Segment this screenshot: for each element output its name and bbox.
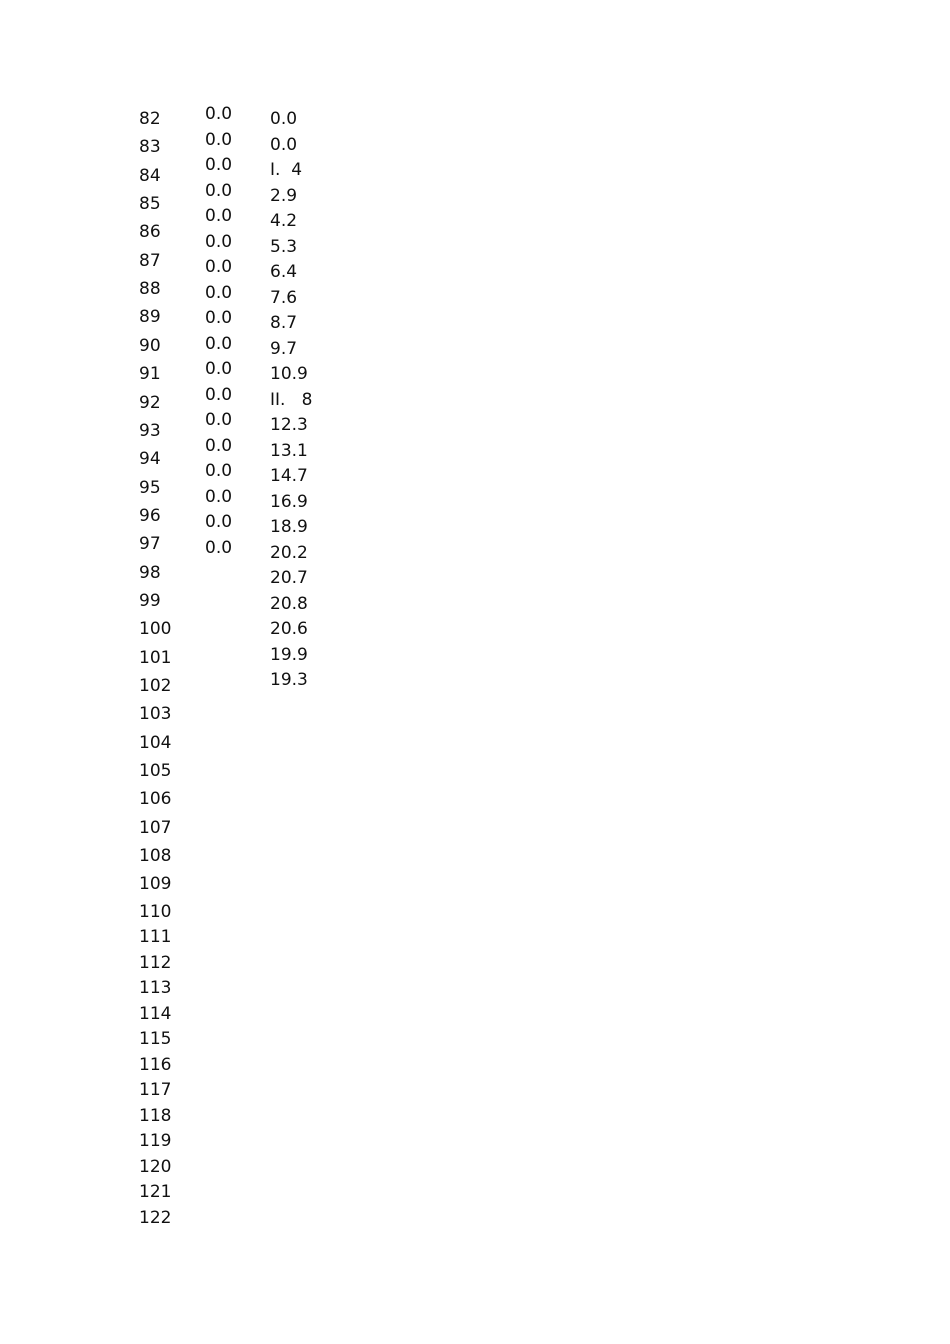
row-index: 88: [139, 279, 161, 300]
value-b: 20.7: [270, 568, 308, 588]
row-index: 97: [139, 534, 161, 555]
value-a: 0.0: [205, 206, 233, 226]
value-a: 0.0: [205, 308, 233, 328]
value-b: 5.3: [270, 236, 298, 257]
value-b: 20.8: [270, 593, 308, 614]
value-a: 0.0: [205, 384, 233, 405]
value-b: 4.2: [270, 211, 298, 231]
row-index: 106: [139, 789, 172, 810]
value-b: II. 8: [270, 389, 313, 410]
row-index: 105: [139, 761, 172, 782]
row-index: 90: [139, 335, 161, 356]
row-index: 103: [139, 704, 172, 725]
value-a: 0.0: [205, 257, 233, 277]
value-a: 0.0: [205, 486, 233, 507]
value-b: 7.6: [270, 287, 298, 308]
row-index: 87: [139, 250, 161, 271]
row-index: 104: [139, 732, 172, 753]
value-b: 18.9: [270, 517, 308, 537]
value-b: 16.9: [270, 491, 308, 512]
value-b: 8.7: [270, 313, 298, 333]
value-b: 19.3: [270, 670, 308, 690]
value-a: 0.0: [205, 155, 233, 175]
row-index: 98: [139, 562, 161, 583]
row-index: 108: [139, 846, 172, 867]
row-index: 121: [139, 1182, 172, 1203]
row-index: 119: [139, 1131, 172, 1152]
row-index: 113: [139, 978, 172, 999]
value-a: 0.0: [205, 435, 233, 456]
row-index: 115: [139, 1029, 172, 1050]
row-index: 101: [139, 647, 172, 668]
row-index: 111: [139, 927, 172, 948]
value-a: 0.0: [205, 359, 233, 379]
value-a: 0.0: [205, 129, 233, 150]
row-index: 96: [139, 505, 161, 526]
value-b: 19.9: [270, 644, 308, 665]
value-b: 13.1: [270, 440, 308, 461]
row-index: 84: [139, 165, 161, 186]
value-a: 0.0: [205, 104, 233, 124]
value-b: 0.0: [270, 109, 298, 129]
row-index: 116: [139, 1054, 172, 1075]
value-b: 0.0: [270, 134, 298, 155]
value-a: 0.0: [205, 333, 233, 354]
value-b: 20.6: [270, 619, 308, 639]
row-index: 92: [139, 392, 161, 413]
row-index: 85: [139, 194, 161, 215]
value-a: 0.0: [205, 231, 233, 252]
value-b: I. 4: [270, 160, 303, 180]
row-index: 117: [139, 1080, 172, 1101]
row-index: 100: [139, 619, 172, 640]
row-index: 89: [139, 307, 161, 328]
row-index: 107: [139, 817, 172, 838]
row-index: 110: [139, 901, 172, 922]
row-index: 114: [139, 1003, 172, 1024]
value-b: 2.9: [270, 185, 298, 206]
row-index: 99: [139, 590, 161, 611]
value-a: 0.0: [205, 512, 233, 532]
value-a: 0.0: [205, 180, 233, 201]
value-b: 14.7: [270, 466, 308, 486]
row-index: 86: [139, 222, 161, 243]
value-a: 0.0: [205, 410, 233, 430]
row-index: 109: [139, 874, 172, 895]
row-index: 94: [139, 449, 161, 470]
row-index: 102: [139, 676, 172, 696]
row-index: 118: [139, 1105, 172, 1126]
value-a: 0.0: [205, 461, 233, 481]
value-b: 10.9: [270, 364, 308, 384]
row-index: 93: [139, 420, 161, 441]
value-b: 6.4: [270, 262, 298, 282]
value-b: 20.2: [270, 542, 308, 563]
row-index: 82: [139, 109, 161, 129]
value-a: 0.0: [205, 282, 233, 303]
row-index: 122: [139, 1207, 172, 1228]
value-a: 0.0: [205, 537, 233, 558]
value-b: 12.3: [270, 415, 308, 435]
row-index: 120: [139, 1156, 172, 1177]
row-index: 112: [139, 952, 172, 973]
row-index: 91: [139, 364, 161, 385]
row-index: 83: [139, 137, 161, 158]
value-b: 9.7: [270, 338, 298, 359]
row-index: 95: [139, 477, 161, 498]
